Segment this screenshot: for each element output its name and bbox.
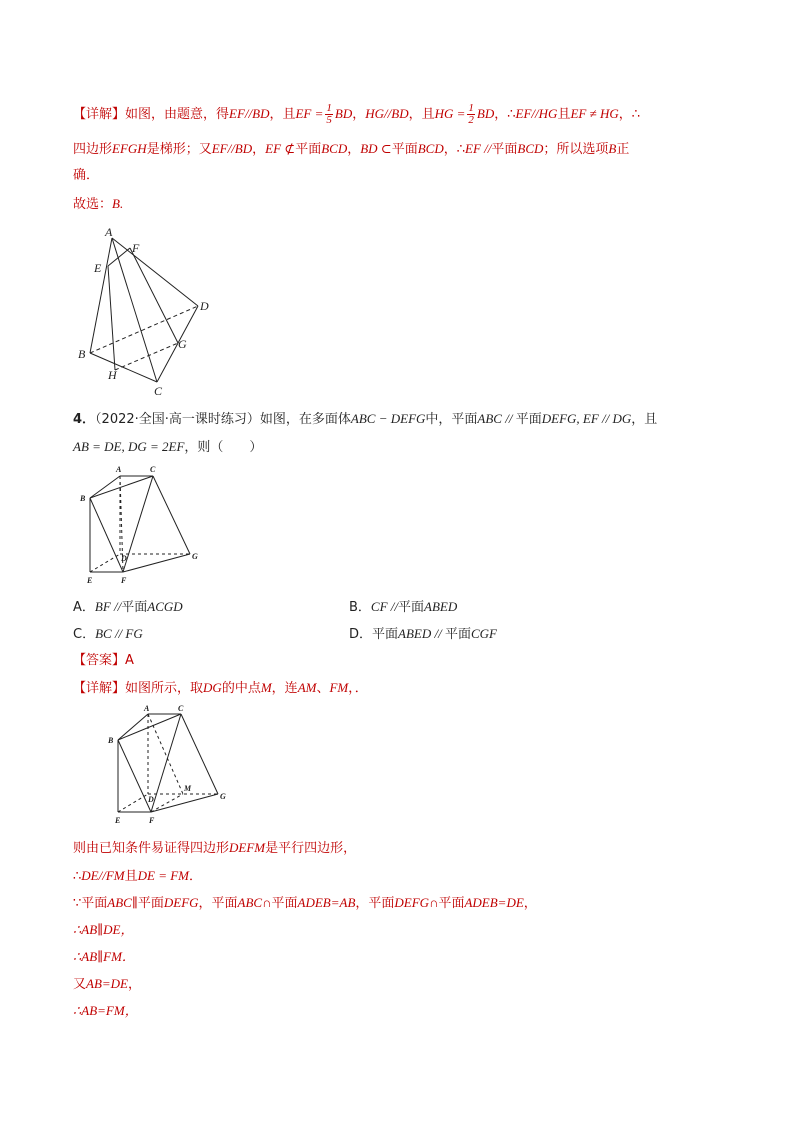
option-d[interactable] [349, 624, 497, 645]
proof-line2 [73, 866, 202, 887]
label-h: H [108, 368, 117, 382]
answer-line [73, 651, 134, 671]
label-g: G [220, 792, 226, 801]
math: CF // [370, 599, 399, 614]
text: 平面 [491, 142, 518, 157]
option-label: A． [73, 600, 95, 615]
label-e: E [94, 261, 102, 275]
text: 正 [616, 142, 630, 157]
detail-tag: 【详解】 [73, 681, 126, 696]
text: 的中点 [221, 681, 261, 696]
text: ． [189, 869, 203, 884]
answer-tag: 【答案】 [73, 653, 126, 668]
math: EF = [295, 106, 324, 121]
text: ， [128, 977, 142, 992]
math: EF ≠ HG [570, 106, 619, 121]
edge-ad [112, 238, 198, 306]
math: ∴AB∥DE， [73, 922, 134, 937]
math: DEFM [229, 840, 266, 855]
text: 、 [316, 681, 330, 696]
math: HG = [434, 106, 466, 121]
text: 如图，由题意，得 [125, 107, 230, 122]
text: ，平面 [355, 896, 395, 911]
text: ，∴ [618, 107, 641, 122]
math: BD ⊂ [360, 141, 392, 156]
option-label: C． [73, 627, 96, 642]
choice-line [73, 194, 123, 215]
math: EF // [465, 141, 492, 156]
math: B [608, 141, 617, 156]
label-a: A [144, 704, 150, 713]
math: ABC∥ [107, 895, 138, 910]
text: ，连 [271, 681, 298, 696]
edge-fg [123, 554, 190, 572]
label-g: G [178, 337, 187, 351]
text: ，∴ [494, 107, 516, 122]
label-e: E [87, 576, 93, 585]
math: DEFG∩ [394, 895, 439, 910]
math: BCD [321, 141, 348, 156]
question-number: 4． [73, 412, 96, 427]
label-m: M [184, 784, 192, 793]
math: BC // FG [95, 626, 143, 641]
edge-ac [112, 238, 157, 382]
math: DG [203, 680, 222, 695]
label-f: F [121, 576, 127, 585]
label-b: B [80, 494, 86, 503]
math: DEFG [163, 895, 199, 910]
text: 平面 [391, 142, 418, 157]
edge-bf [90, 498, 123, 572]
math: HG//BD [365, 106, 409, 121]
text: 平面 [121, 600, 148, 615]
math: BF // [94, 599, 122, 614]
edge-bc [90, 353, 157, 382]
denominator: 2 [468, 114, 474, 126]
answer-value: A [125, 653, 134, 668]
label-b: B [78, 347, 86, 361]
option-a[interactable] [73, 597, 183, 618]
edge-fg [151, 794, 218, 812]
label-b: B [108, 736, 114, 745]
text: 平面 [372, 627, 399, 642]
math: // [501, 411, 516, 426]
text: 是平行四边形， [265, 841, 357, 856]
math: EF//BD [211, 141, 253, 156]
detail-tag: 【详解】 [73, 107, 126, 122]
denominator: 5 [326, 114, 332, 126]
math: ∴AB∥FM． [73, 949, 135, 964]
text: ， [523, 896, 537, 911]
text: ，∴ [443, 142, 465, 157]
edge-cf [123, 476, 153, 572]
edge-cg [181, 714, 218, 794]
text: 平面 [515, 412, 542, 427]
text: ∵平面 [73, 896, 108, 911]
text: 故选： [73, 197, 113, 212]
edge-bc [90, 476, 153, 498]
text: ，平面 [198, 896, 238, 911]
label-c: C [150, 465, 156, 474]
text: 是梯形；又 [146, 142, 212, 157]
edge-ab [90, 476, 120, 498]
math: BCD [417, 141, 444, 156]
math: ABC − DEFG [350, 411, 426, 426]
detail2-line [73, 678, 368, 699]
text: 确． [73, 168, 100, 183]
edge-bf [118, 740, 151, 812]
fraction-one-half [467, 103, 475, 126]
text: 平面 [438, 896, 465, 911]
option-c[interactable] [73, 624, 143, 645]
label-d: D [148, 795, 154, 804]
polyhedron-m-figure [104, 702, 234, 827]
label-a: A [116, 465, 122, 474]
proof-line3 [73, 893, 537, 914]
edge-ab [118, 714, 148, 740]
proof-line1 [73, 838, 356, 859]
text: ，． [348, 681, 368, 696]
label-c: C [154, 384, 163, 397]
proof-line5 [73, 947, 135, 968]
math: M [260, 680, 272, 695]
math: CGF [470, 626, 497, 641]
label-g: G [192, 552, 198, 561]
math: ADEB=AB [297, 895, 356, 910]
segment-fg [130, 248, 178, 343]
text: 平面 [137, 896, 164, 911]
question-source: （2022·全国·高一课时练习） [95, 412, 260, 427]
label-d: D [200, 299, 209, 313]
proof-line7 [73, 1001, 138, 1022]
q4-line1 [73, 409, 657, 430]
text: 则由已知条件易证得四边形 [73, 841, 230, 856]
proof-line6 [73, 974, 141, 995]
math: FM [329, 680, 349, 695]
edge-ab [90, 238, 112, 353]
text: 四边形 [73, 142, 113, 157]
label-e: E [115, 816, 121, 825]
math: EFGH [112, 141, 147, 156]
label-f: F [132, 241, 140, 255]
math: EF//BD [229, 106, 270, 121]
math: ABED // [398, 626, 445, 641]
math: AB = DE, DG = 2EF [73, 439, 185, 454]
text: ， [352, 107, 366, 122]
text: 如图，在多面体 [259, 412, 351, 427]
math: B. [112, 196, 124, 211]
text: 且 [124, 869, 138, 884]
text: ， [252, 142, 266, 157]
math: ACGD [147, 599, 183, 614]
math: BD [476, 106, 495, 121]
math: ABC∩ [237, 895, 272, 910]
text: 平面 [271, 896, 298, 911]
math: DEFG, EF // DG [541, 411, 632, 426]
math: BCD [517, 141, 544, 156]
math: ABC [477, 411, 502, 426]
math: BD [334, 106, 353, 121]
text: ，则（ ） [184, 440, 263, 455]
label-a: A [105, 225, 113, 239]
numerator: 1 [468, 102, 474, 114]
edge-cf [151, 714, 181, 812]
segment-ef [108, 248, 130, 266]
q4-line2 [73, 437, 262, 458]
math: ∴AB=FM， [73, 1003, 138, 1018]
text: 如图所示，取 [125, 681, 204, 696]
text: 平面 [398, 600, 425, 615]
text: ；所以选项 [543, 142, 609, 157]
detail1-line3 [73, 166, 99, 186]
text: 平面 [444, 627, 471, 642]
math: DE//FM [81, 868, 125, 883]
text: ，且 [408, 107, 435, 122]
text: ，且 [269, 107, 296, 122]
edge-cg [153, 476, 190, 554]
text: ，且 [631, 412, 658, 427]
text: 中，平面 [425, 412, 478, 427]
math: AB=DE [86, 976, 128, 991]
option-label: B． [349, 600, 371, 615]
segment-eh [108, 266, 115, 370]
text: 且 [557, 107, 571, 122]
edge-ed [90, 554, 120, 572]
label-d: D [121, 554, 127, 563]
math: EF//HG [515, 106, 558, 121]
label-f: F [149, 816, 155, 825]
math: ADEB=DE [464, 895, 524, 910]
math: AM [297, 680, 317, 695]
text: ， [347, 142, 361, 157]
numerator: 1 [326, 102, 332, 114]
text: ∴ [73, 869, 82, 884]
detail1-line1 [73, 103, 640, 126]
option-b[interactable] [349, 597, 457, 618]
tetrahedron-figure [70, 222, 220, 397]
option-label: D． [349, 627, 373, 642]
label-c: C [178, 704, 184, 713]
math: ABED [424, 599, 458, 614]
math: DE = FM [137, 868, 189, 883]
text: 又 [73, 977, 87, 992]
polyhedron-figure [76, 462, 206, 587]
text: 平面 [295, 142, 322, 157]
edge-bc [118, 714, 181, 740]
detail1-line2 [73, 139, 629, 160]
math: EF ⊄ [265, 141, 296, 156]
fraction-one-fifth [325, 103, 333, 126]
proof-line4 [73, 920, 134, 941]
